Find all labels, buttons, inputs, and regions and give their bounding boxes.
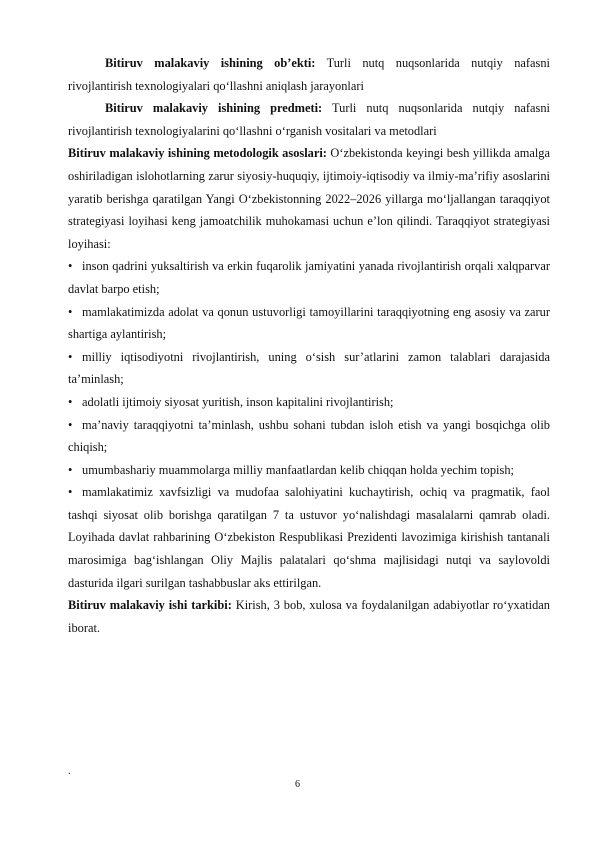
list-item-text: mamlakatimizda adolat va qonun ustuvorligi tamoyillarini taraqqiyotning eng asosiy va zarur shartiga aylantirish; [68, 304, 550, 342]
bullet-icon: • [68, 259, 73, 274]
list-item [68, 346, 550, 391]
structure-label: Bitiruv malakaviy ishi tarkibi: [68, 598, 232, 613]
list-item [68, 391, 550, 414]
methodology-label: Bitiruv malakaviy ishining metodologik asoslari: [68, 146, 327, 161]
methodology-text: O‘zbekistonda keyingi besh yillikda amalga oshiriladigan islohotlarning zarur siyosiy-huquqiy, ijtimoiy-iqtisodiy va ilmiy-ma’rifiy asoslarini yaratib berishga qaratilgan Yangi O‘zbekistonning 2022–2026 yillarga mo‘ljallangan taraqqiyot strategiyasi loyihasi keng jamoatchilik muhokamasi uchun e’lon qilindi. Taraqqiyot strategiyasi loyihasi: [68, 146, 550, 251]
subject-text: Turli nutq nuqsonlarida nutqiy nafasni rivojlantirish texnologiyalarini qo‘llashni o‘rganish vositalari va metodlari [68, 101, 550, 138]
structure-paragraph [68, 594, 550, 639]
methodology-paragraph [68, 142, 550, 255]
bullet-icon: • [68, 417, 73, 432]
structure-text: Kirish, 3 bob, xulosa va foydalanilgan adabiyotlar ro‘yxatidan iborat. [68, 598, 550, 635]
list-item [68, 414, 550, 459]
list-item-text: umumbashariy muammolarga milliy manfaatlardan kelib chiqqan holda yechim topish; [82, 462, 514, 477]
bullet-icon: • [68, 485, 73, 500]
list-item [68, 255, 550, 300]
page-number: 6 [295, 779, 300, 790]
list-item [68, 481, 550, 594]
subject-label: Bitiruv malakaviy ishining predmeti: [105, 101, 323, 116]
list-item-text: ma’naviy taraqqiyotni ta’minlash, ushbu sohani tubdan isloh etish va yangi bosqichga olib chiqish; [68, 417, 550, 455]
subject-paragraph [68, 97, 550, 142]
object-text: Turli nutq nuqsonlarida nutqiy nafasni rivojlantirish texnologiyalari qo‘llashni aniqlash jarayonlari [68, 56, 550, 93]
bullet-icon: • [68, 462, 73, 477]
list-item-text: milliy iqtisodiyotni rivojlantirish, uning o‘sish sur’atlarini zamon talablari darajasida ta’minlash; [68, 349, 550, 387]
page-body [68, 52, 550, 639]
footnote-marker: . [68, 766, 71, 777]
bullet-icon: • [68, 349, 73, 364]
bullet-icon: • [68, 304, 73, 319]
list-item [68, 459, 550, 482]
list-item-text: inson qadrini yuksaltirish va erkin fuqarolik jamiyatini yanada rivojlantirish orqali xalqparvar davlat barpo etish; [68, 259, 550, 296]
list-item [68, 301, 550, 346]
list-item-text: mamlakatimiz xavfsizligi va mudofaa salohiyatini kuchaytirish, ochiq va pragmatik, faol tashqi siyosat olib borishga qaratilgan 7 ta ustuvor yo‘nalishdagi masalalarni qamrab oladi. Loyihada davlat rahbarining O‘zbekiston Respublikasi Prezidenti lavozimiga kirishish tantanali marosimiga bag‘ishlangan Oliy Majlis palatalari qo‘shma majlisidagi nutqi va saylovoldi dasturida ilgari surilgan tashabbuslar aks ettirilgan. [68, 485, 550, 590]
bullet-icon: • [68, 394, 73, 409]
object-label: Bitiruv malakaviy ishining ob’ekti: [105, 56, 316, 70]
list-item-text: adolatli ijtimoiy siyosat yuritish, inson kapitalini rivojlantirish; [82, 394, 394, 409]
object-paragraph [68, 52, 550, 97]
